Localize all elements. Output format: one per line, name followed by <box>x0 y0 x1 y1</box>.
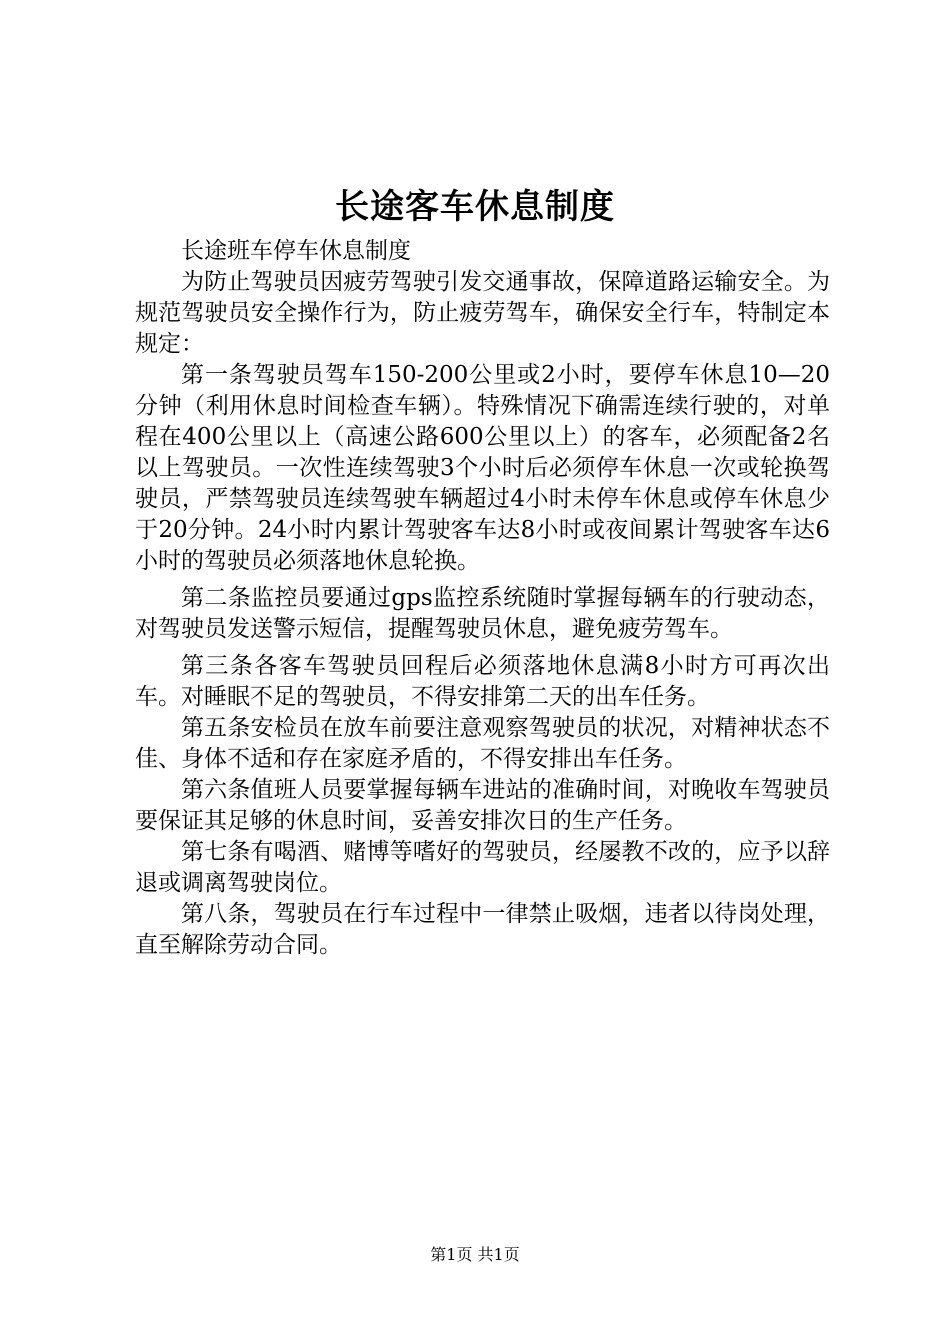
paragraph-article-2: 第二条监控员要通过gps监控系统随时掌握每辆车的行驶动态，对驾驶员发送警示短信，提醒驾驶员休息，避免疲劳驾车。 <box>135 585 830 642</box>
document-title: 长途客车休息制度 <box>335 187 615 227</box>
page-number-footer: 第1页 共1页 <box>430 1245 520 1264</box>
document-body <box>135 236 830 961</box>
document-subtitle: 长途班车停车休息制度 <box>181 238 411 264</box>
paragraph-intro: 为防止驾驶员因疲劳驾驶引发交通事故，保障道路运输安全。为规范驾驶员安全操作行为，防止疲劳驾车，确保安全行车，特制定本规定： <box>135 269 830 357</box>
paragraph-article-1: 第一条驾驶员驾车150-200公里或2小时，要停车休息10—20分钟（利用休息时间检查车辆）。特殊情况下确需连续行驶的，对单程在400公里以上（高速公路600公里以上）的客车，必须配备2名以上驾驶员。一次性连续驾驶3个小时后必须停车休息一次或轮换驾驶员，严禁驾驶员连续驾驶车辆超过4小时未停车休息或停车休息少于20分钟。24小时内累计驾驶客车达8小时或夜间累计驾驶客车达6小时的驾驶员必须落地休息轮换。 <box>135 362 830 574</box>
paragraph-article-6: 第六条值班人员要掌握每辆车进站的准确时间，对晚收车驾驶员要保证其足够的休息时间，妥善安排次日的生产任务。 <box>135 777 830 834</box>
paragraph-article-5: 第五条安检员在放车前要注意观察驾驶员的状况，对精神状态不佳、身体不适和存在家庭矛盾的，不得安排出车任务。 <box>135 715 830 772</box>
paragraph-article-7: 第七条有喝酒、赌博等嗜好的驾驶员，经屡教不改的，应予以辞退或调离驾驶岗位。 <box>135 839 830 896</box>
paragraph-article-3: 第三条各客车驾驶员回程后必须落地休息满8小时方可再次出车。对睡眠不足的驾驶员，不得安排第二天的出车任务。 <box>135 653 830 710</box>
paragraph-article-8: 第八条，驾驶员在行车过程中一律禁止吸烟，违者以待岗处理，直至解除劳动合同。 <box>135 901 830 958</box>
